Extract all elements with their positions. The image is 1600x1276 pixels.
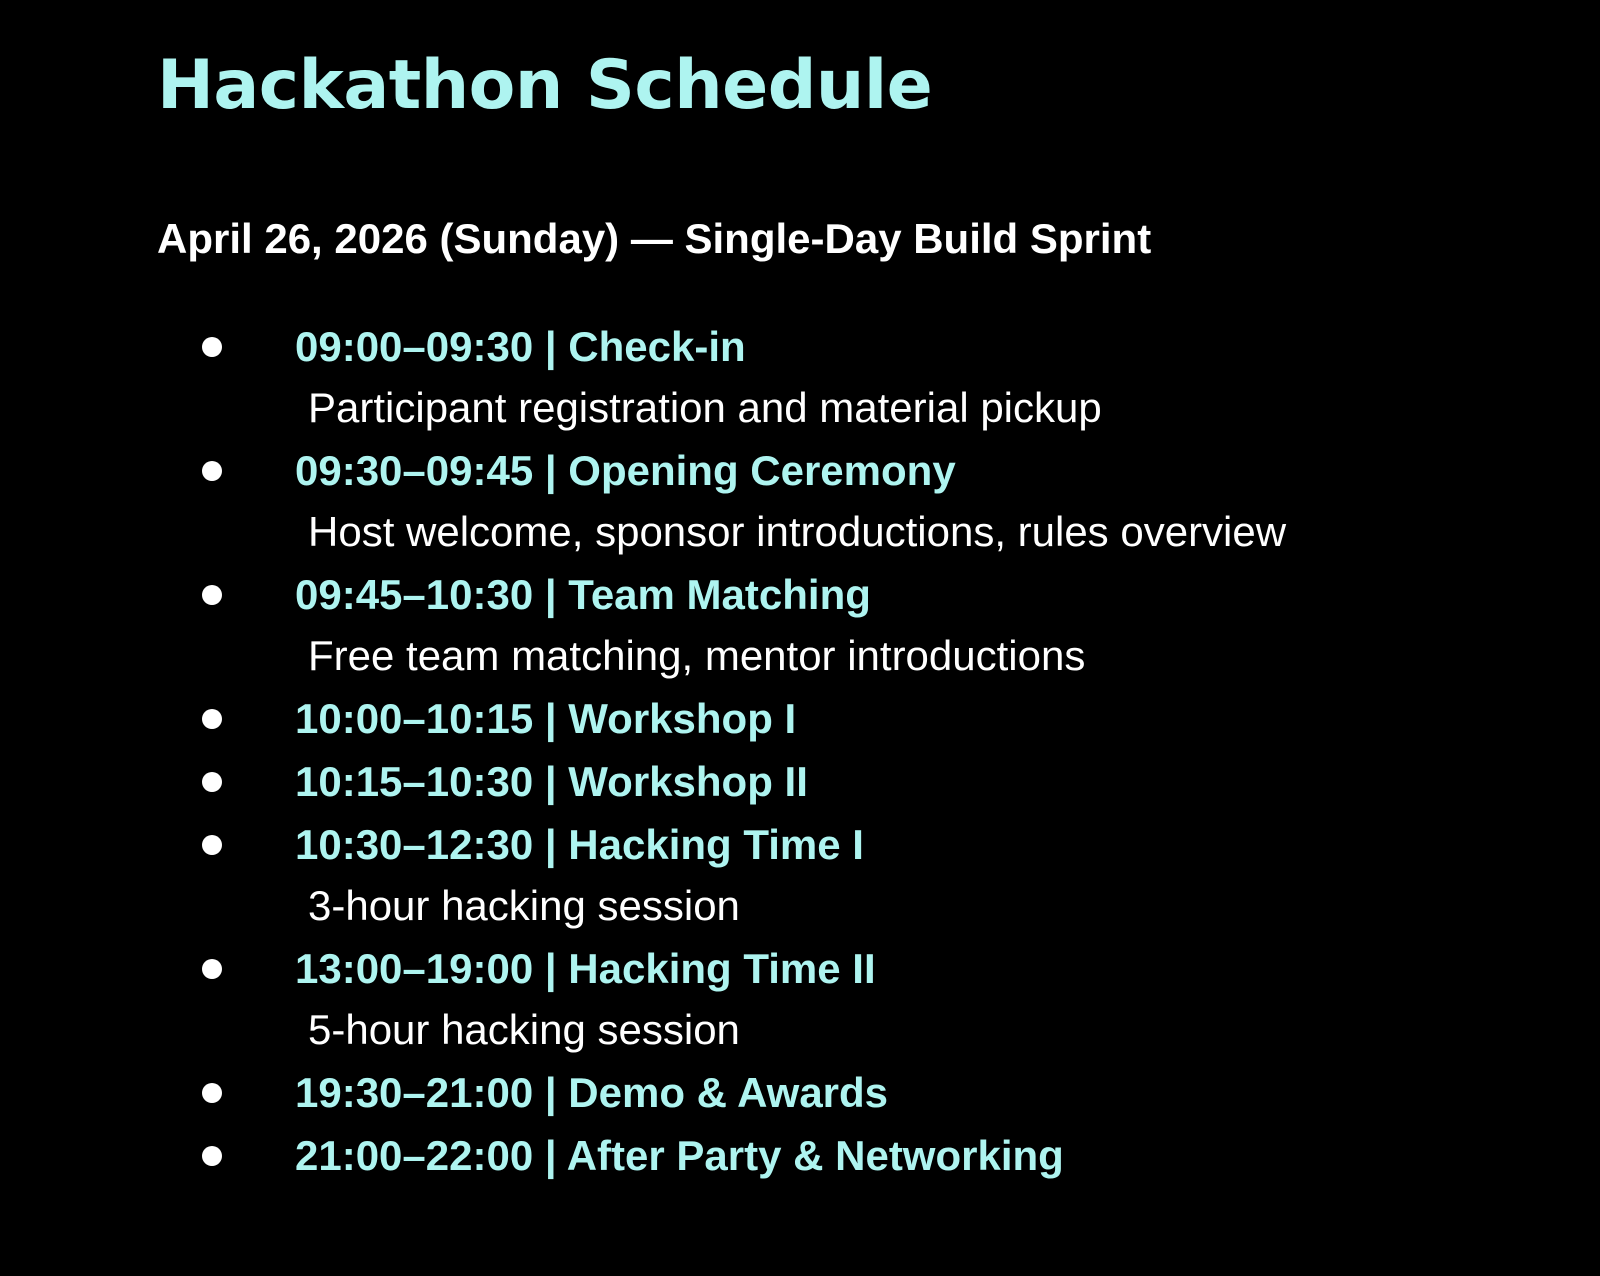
schedule-description: Free team matching, mentor introductions (308, 632, 1086, 679)
bullet-icon (202, 709, 222, 729)
schedule-description: Participant registration and material pickup (308, 384, 1102, 431)
bullet-icon (202, 585, 222, 605)
bullet-icon (202, 337, 222, 357)
schedule-entry: 19:30–21:00 | Demo & Awards (295, 1069, 889, 1116)
bullet-icon (202, 1083, 222, 1103)
schedule-description: 5-hour hacking session (308, 1006, 740, 1053)
schedule-description: Host welcome, sponsor introductions, rules overview (308, 508, 1287, 555)
schedule-entry: 10:00–10:15 | Workshop I (295, 695, 797, 742)
bullet-icon (202, 959, 222, 979)
bullet-icon (202, 1146, 222, 1166)
bullet-icon (202, 835, 222, 855)
schedule-entry: 09:45–10:30 | Team Matching (295, 571, 871, 618)
schedule-entry: 13:00–19:00 | Hacking Time II (295, 945, 876, 992)
schedule-entry: 10:15–10:30 | Workshop II (295, 758, 808, 805)
bullet-icon (202, 461, 222, 481)
schedule-entry: 09:00–09:30 | Check-in (295, 323, 746, 370)
schedule-description: 3-hour hacking session (308, 882, 740, 929)
page-title: Hackathon Schedule (157, 46, 933, 125)
schedule-entry: 09:30–09:45 | Opening Ceremony (295, 447, 956, 494)
schedule-entry: 21:00–22:00 | After Party & Networking (295, 1132, 1064, 1179)
event-date-subtitle: April 26, 2026 (Sunday) — Single-Day Build Sprint (157, 215, 1152, 262)
bullet-icon (202, 772, 222, 792)
schedule-entry: 10:30–12:30 | Hacking Time I (295, 821, 864, 868)
